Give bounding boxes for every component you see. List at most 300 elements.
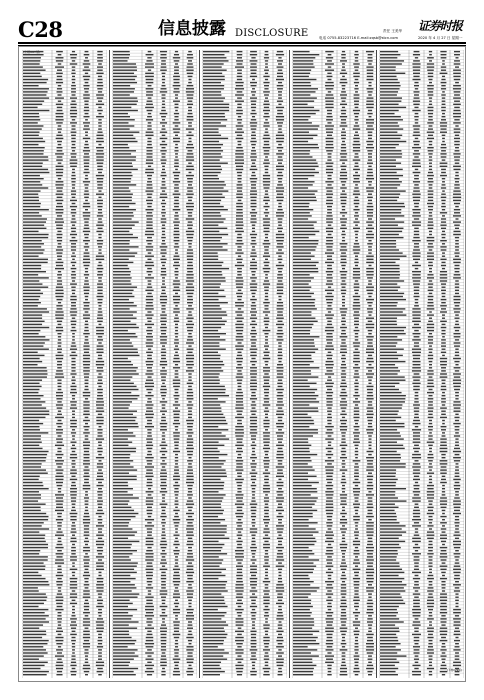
text-ink: [278, 125, 282, 126]
text-ink: [23, 376, 47, 377]
text-ink: [175, 538, 178, 539]
text-ink: [252, 364, 256, 365]
text-ink: [276, 603, 284, 604]
text-ink: [355, 566, 358, 567]
text-ink: [413, 104, 419, 105]
text-ink: [278, 668, 281, 669]
text-ink: [278, 327, 283, 328]
text-ink: [148, 398, 152, 399]
text-ink: [174, 637, 179, 638]
text-ink: [278, 535, 281, 536]
text-ink: [56, 305, 62, 306]
text-ink: [340, 345, 346, 346]
text-ink: [203, 94, 221, 95]
text-ink: [366, 522, 374, 523]
text-ink: [188, 122, 192, 123]
text-ink: [353, 194, 360, 195]
text-ink: [342, 287, 346, 288]
text-ink: [276, 246, 283, 247]
text-ink: [23, 355, 44, 356]
text-ink: [173, 519, 181, 520]
text-ink: [97, 60, 103, 61]
text-ink: [98, 432, 103, 433]
text-ink: [97, 463, 103, 464]
text-ink: [71, 361, 75, 362]
text-ink: [355, 637, 358, 638]
text-ink: [174, 166, 179, 167]
text-ink: [250, 218, 256, 219]
text-ink: [56, 330, 64, 331]
text-ink: [355, 107, 359, 108]
text-ink: [278, 163, 282, 164]
text-ink: [160, 302, 166, 303]
text-ink: [355, 364, 359, 365]
text-ink: [368, 500, 373, 501]
text-ink: [293, 60, 313, 61]
text-ink: [187, 646, 194, 647]
text-ink: [293, 314, 311, 315]
text-ink: [187, 426, 193, 427]
text-ink: [237, 178, 241, 179]
text-ink: [113, 57, 129, 58]
text-ink: [252, 147, 255, 148]
text-ink: [203, 293, 218, 294]
text-ink: [84, 184, 88, 185]
text-ink: [55, 221, 64, 222]
text-ink: [293, 621, 314, 622]
text-ink: [83, 231, 90, 232]
text-ink: [71, 615, 75, 616]
text-ink: [236, 259, 242, 260]
text-ink: [175, 345, 178, 346]
text-ink: [368, 246, 372, 247]
text-ink: [174, 159, 178, 160]
text-ink: [236, 659, 244, 660]
text-ink: [293, 575, 308, 576]
text-ink: [85, 398, 88, 399]
text-ink: [187, 469, 193, 470]
text-ink: [56, 469, 64, 470]
text-ink: [236, 60, 243, 61]
text-ink: [84, 603, 89, 604]
text-ink: [355, 333, 358, 334]
text-ink: [96, 621, 104, 622]
text-ink: [293, 398, 316, 399]
text-ink: [354, 311, 359, 312]
text-ink: [113, 318, 137, 319]
text-ink: [277, 305, 283, 306]
text-ink: [175, 646, 178, 647]
text-ink: [203, 370, 223, 371]
text-ink: [263, 442, 269, 443]
text-ink: [366, 587, 374, 588]
text-ink: [251, 500, 255, 501]
text-ink: [71, 510, 76, 511]
text-ink: [188, 240, 193, 241]
text-ink: [71, 352, 75, 353]
text-ink: [71, 125, 75, 126]
text-ink: [147, 237, 152, 238]
text-ink: [161, 469, 167, 470]
text-ink: [71, 448, 77, 449]
text-ink: [160, 314, 167, 315]
text-ink: [23, 262, 48, 263]
text-ink: [71, 659, 75, 660]
text-ink: [160, 429, 167, 430]
text-ink: [427, 88, 433, 89]
text-ink: [328, 528, 332, 529]
text-ink: [367, 488, 373, 489]
text-ink: [160, 485, 167, 486]
text-ink: [113, 122, 128, 123]
text-ink: [341, 584, 346, 585]
text-ink: [186, 169, 194, 170]
text-ink: [98, 575, 101, 576]
text-ink: [293, 485, 312, 486]
text-ink: [23, 438, 41, 439]
text-ink: [341, 432, 346, 433]
text-ink: [187, 190, 192, 191]
text-ink: [71, 190, 76, 191]
text-ink: [293, 662, 312, 663]
text-ink: [355, 646, 359, 647]
text-ink: [173, 132, 179, 133]
text-ink: [147, 218, 153, 219]
text-ink: [187, 144, 193, 145]
text-ink: [251, 305, 256, 306]
text-ink: [441, 70, 446, 71]
text-ink: [264, 212, 269, 213]
text-ink: [70, 206, 77, 207]
text-ink: [263, 82, 269, 83]
text-ink: [162, 398, 165, 399]
text-ink: [368, 659, 373, 660]
text-ink: [278, 280, 283, 281]
text-ink: [263, 668, 271, 669]
text-ink: [380, 79, 398, 80]
text-ink: [23, 516, 48, 517]
text-ink: [186, 206, 194, 207]
text-ink: [276, 324, 284, 325]
text-ink: [277, 615, 284, 616]
text-ink: [203, 305, 220, 306]
text-ink: [23, 349, 49, 350]
text-ink: [293, 138, 313, 139]
text-ink: [113, 445, 128, 446]
text-ink: [441, 94, 445, 95]
text-ink: [265, 349, 268, 350]
text-ink: [325, 147, 334, 148]
text-ink: [83, 665, 90, 666]
text-ink: [367, 395, 373, 396]
text-ink: [71, 147, 76, 148]
text-ink: [293, 141, 308, 142]
text-ink: [203, 547, 222, 548]
text-ink: [368, 426, 373, 427]
text-ink: [85, 237, 89, 238]
text-ink: [98, 460, 101, 461]
text-ink: [203, 460, 226, 461]
text-ink: [342, 361, 345, 362]
text-ink: [293, 491, 317, 492]
text-ink: [341, 442, 345, 443]
text-ink: [203, 274, 222, 275]
text-ink: [23, 125, 43, 126]
text-ink: [341, 144, 346, 145]
text-ink: [55, 562, 64, 563]
text-ink: [162, 280, 165, 281]
text-ink: [276, 590, 284, 591]
text-ink: [96, 566, 103, 567]
text-ink: [325, 535, 334, 536]
text-ink: [250, 60, 258, 61]
text-ink: [277, 597, 283, 598]
text-ink: [235, 280, 243, 281]
text-ink: [328, 597, 332, 598]
text-ink: [353, 221, 359, 222]
text-ink: [70, 634, 77, 635]
text-ink: [250, 349, 258, 350]
text-ink: [278, 600, 282, 601]
text-ink: [174, 73, 179, 74]
text-ink: [203, 445, 224, 446]
text-ink: [162, 438, 165, 439]
text-ink: [187, 225, 193, 226]
text-ink: [188, 110, 192, 111]
text-ink: [250, 290, 256, 291]
text-ink: [237, 246, 241, 247]
text-ink: [380, 94, 397, 95]
text-ink: [113, 544, 132, 545]
text-ink: [355, 457, 358, 458]
text-ink: [277, 290, 283, 291]
text-ink: [236, 194, 242, 195]
text-ink: [113, 364, 133, 365]
text-ink: [367, 302, 372, 303]
text-ink: [354, 634, 359, 635]
text-ink: [236, 553, 244, 554]
text-ink: [113, 163, 132, 164]
text-ink: [187, 252, 193, 253]
text-ink: [236, 516, 243, 517]
text-ink: [237, 91, 243, 92]
text-ink: [293, 513, 313, 514]
text-ink: [203, 345, 219, 346]
text-ink: [326, 550, 333, 551]
text-ink: [97, 178, 104, 179]
text-ink: [237, 333, 243, 334]
text-ink: [56, 249, 63, 250]
text-ink: [236, 497, 243, 498]
text-ink: [236, 597, 243, 598]
text-ink: [160, 150, 166, 151]
text-ink: [366, 569, 374, 570]
text-ink: [23, 200, 39, 201]
text-ink: [264, 122, 269, 123]
text-ink: [56, 370, 63, 371]
text-ink: [187, 302, 193, 303]
text-ink: [293, 609, 310, 610]
text-ink: [236, 169, 244, 170]
text-ink: [203, 82, 221, 83]
text-ink: [368, 296, 371, 297]
text-ink: [236, 85, 243, 86]
text-ink: [203, 66, 222, 67]
text-ink: [23, 259, 48, 260]
text-ink: [326, 513, 333, 514]
text-ink: [72, 466, 75, 467]
text-ink: [355, 57, 358, 58]
text-ink: [327, 637, 333, 638]
text-ink: [440, 51, 446, 52]
text-ink: [23, 559, 48, 560]
text-ink: [187, 209, 194, 210]
text-ink: [293, 659, 312, 660]
text-ink: [355, 485, 358, 486]
text-ink: [251, 513, 255, 514]
text-ink: [203, 581, 227, 582]
text-ink: [263, 649, 270, 650]
text-ink: [355, 163, 359, 164]
text-ink: [250, 156, 257, 157]
text-ink: [355, 423, 358, 424]
text-ink: [250, 265, 257, 266]
text-ink: [71, 380, 75, 381]
text-ink: [148, 122, 152, 123]
text-ink: [327, 256, 332, 257]
text-ink: [327, 420, 332, 421]
text-ink: [276, 169, 284, 170]
text-ink: [23, 256, 39, 257]
text-ink: [353, 246, 359, 247]
text-ink: [368, 240, 371, 241]
text-ink: [173, 383, 180, 384]
text-ink: [366, 336, 373, 337]
text-ink: [187, 187, 193, 188]
text-ink: [238, 538, 241, 539]
text-ink: [187, 662, 194, 663]
text-ink: [58, 411, 61, 412]
text-ink: [186, 287, 194, 288]
text-ink: [264, 513, 268, 514]
text-ink: [236, 339, 244, 340]
text-ink: [278, 206, 282, 207]
text-ink: [368, 473, 372, 474]
text-ink: [99, 324, 102, 325]
text-ink: [326, 194, 333, 195]
text-ink: [23, 504, 46, 505]
text-ink: [98, 125, 101, 126]
text-ink: [293, 643, 319, 644]
text-ink: [113, 212, 133, 213]
text-ink: [160, 631, 167, 632]
text-ink: [98, 277, 102, 278]
text-ink: [251, 550, 256, 551]
text-ink: [57, 147, 63, 148]
text-ink: [148, 349, 151, 350]
text-ink: [23, 150, 44, 151]
text-ink: [277, 612, 282, 613]
text-ink: [113, 411, 137, 412]
text-ink: [355, 528, 358, 529]
text-ink: [278, 674, 283, 675]
text-ink: [277, 277, 283, 278]
text-ink: [366, 469, 374, 470]
text-ink: [237, 249, 242, 250]
text-ink: [188, 101, 193, 102]
text-ink: [113, 172, 131, 173]
text-ink: [203, 438, 229, 439]
text-ink: [328, 442, 332, 443]
text-ink: [147, 311, 151, 312]
text-ink: [84, 606, 90, 607]
text-ink: [368, 519, 372, 520]
text-ink: [353, 631, 359, 632]
text-ink: [98, 531, 102, 532]
text-ink: [326, 116, 332, 117]
text-ink: [203, 469, 226, 470]
text-ink: [251, 376, 257, 377]
text-ink: [293, 504, 315, 505]
text-ink: [174, 150, 178, 151]
text-ink: [161, 420, 166, 421]
text-ink: [325, 581, 334, 582]
text-ink: [85, 383, 89, 384]
text-ink: [340, 522, 347, 523]
text-ink: [342, 581, 345, 582]
text-ink: [71, 528, 76, 529]
text-ink: [84, 194, 89, 195]
text-ink: [250, 178, 257, 179]
text-ink: [429, 97, 432, 98]
text-ink: [327, 615, 332, 616]
text-ink: [83, 597, 91, 598]
text-ink: [252, 321, 256, 322]
text-ink: [327, 184, 331, 185]
text-ink: [265, 562, 269, 563]
text-ink: [96, 411, 104, 412]
text-ink: [70, 469, 76, 470]
text-ink: [251, 454, 255, 455]
text-ink: [97, 631, 104, 632]
text-ink: [84, 163, 89, 164]
text-ink: [340, 420, 347, 421]
text-ink: [250, 597, 257, 598]
text-ink: [85, 655, 88, 656]
table-column-2: [112, 50, 197, 678]
text-ink: [250, 141, 256, 142]
text-ink: [83, 432, 90, 433]
text-ink: [203, 538, 229, 539]
text-ink: [23, 550, 40, 551]
text-ink: [188, 457, 191, 458]
text-ink: [85, 386, 88, 387]
text-ink: [293, 268, 318, 269]
text-ink: [84, 147, 89, 148]
text-ink: [85, 57, 88, 58]
text-ink: [146, 621, 152, 622]
text-ink: [327, 342, 332, 343]
text-ink: [342, 640, 346, 641]
text-ink: [55, 311, 63, 312]
text-ink: [277, 268, 282, 269]
text-ink: [145, 606, 154, 607]
text-ink: [203, 386, 225, 387]
text-ink: [203, 311, 226, 312]
text-ink: [326, 231, 333, 232]
text-ink: [70, 296, 76, 297]
text-ink: [355, 404, 358, 405]
